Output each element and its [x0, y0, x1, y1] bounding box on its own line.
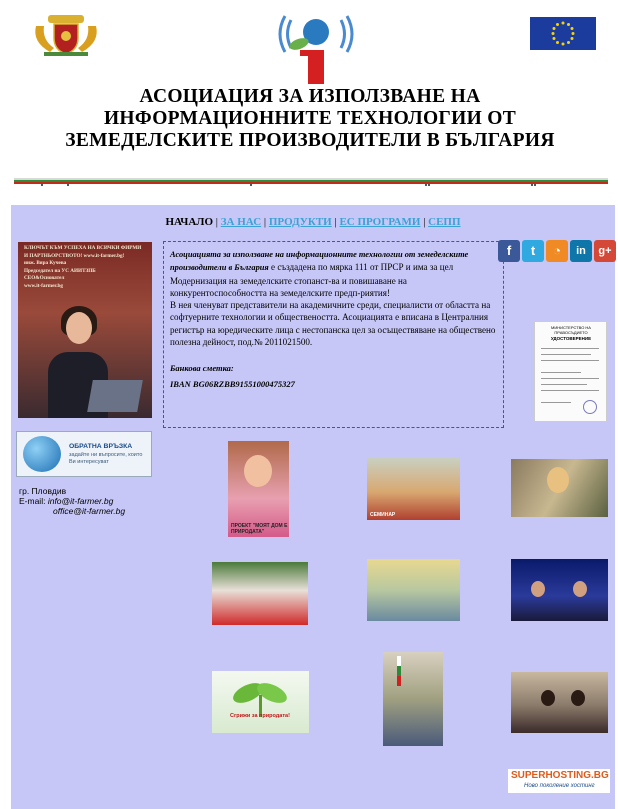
globe-icon — [23, 436, 61, 472]
certificate-title: УДОСТОВЕРЕНИЕ — [550, 336, 592, 341]
superhosting-banner[interactable] — [508, 769, 610, 793]
nav-separator: | — [423, 216, 426, 228]
contact-city: гр. Пловдив — [19, 486, 67, 496]
iban-value: IBAN BG06RZBB91551000475327 — [170, 378, 295, 389]
gallery-photo-dancers[interactable] — [212, 562, 308, 625]
certificate-heading: МИНИСТЕРСТВО НА ПРАВОСЪДИЕТО — [551, 325, 591, 335]
portrait-caption: КЛЮЧЪТ КЪМ УСПЕХА НА ВСИЧКИ ФИРМИ И ПАРТНЬОРСТВОТО! www.it-farmer.bg! инж. Вяра Кучева Председател на УС АИИТЗПБ СЕО&Основател www.it-farmer.bg — [24, 245, 142, 289]
divider-dots — [14, 183, 608, 187]
main-panel — [11, 205, 615, 809]
gallery-photo-panel[interactable] — [511, 672, 608, 733]
google-plus-icon[interactable]: g+ — [594, 240, 616, 262]
gallery-photo-girl[interactable] — [228, 441, 289, 537]
gallery-photo-podium[interactable] — [383, 652, 443, 746]
email-info-link[interactable]: info@it-farmer.bg — [47, 496, 114, 506]
nav-item-products[interactable]: ПРОДУКТИ — [268, 216, 332, 228]
nav-separator: | — [334, 216, 337, 228]
main-nav — [11, 216, 615, 228]
facebook-icon[interactable]: f — [498, 240, 520, 262]
hosting-subtitle: Ново поколение хостинг — [524, 783, 595, 789]
title-line-2: ИНФОРМАЦИОННИТЕ ТЕХНОЛОГИИ ОТ — [103, 108, 517, 129]
title-line-1: АСОЦИАЦИЯ ЗА ИЗПОЛЗВАНЕ НА — [139, 86, 481, 107]
about-lead: Асоциацията за използване на информационните технологии от земеделските производители в България — [170, 250, 469, 273]
feedback-subtitle: задайте ни въпросите, които Ви интересуват — [69, 452, 143, 465]
rss-icon[interactable]: ◔ — [546, 240, 568, 262]
linkedin-icon[interactable]: in — [570, 240, 592, 262]
registration-certificate[interactable] — [534, 321, 607, 422]
gallery-photo-interview[interactable] — [511, 459, 608, 517]
email-label: E-mail: — [19, 496, 46, 506]
nav-separator: | — [263, 216, 267, 228]
photo-caption-seminar: СЕМИНАР — [370, 512, 396, 518]
nav-item-about[interactable]: ЗА НАС — [220, 216, 262, 228]
photo-caption-girl: ПРОЕКТ "МОЯТ ДОМ Е ПРИРОДАТА" — [231, 523, 288, 535]
nav-item-eu-programs[interactable]: ЕС ПРОГРАМИ — [339, 216, 421, 228]
title-line-3: ЗЕМЕДЕЛСКИТЕ ПРОИЗВОДИТЕЛИ В БЪЛГАРИЯ — [65, 130, 555, 151]
association-logo — [275, 10, 357, 88]
nav-separator: | — [215, 216, 218, 228]
gallery-photo-seminar[interactable] — [367, 458, 460, 520]
contact-info — [19, 486, 125, 516]
gallery-photo-tv-studio[interactable] — [511, 559, 608, 621]
email-office-link[interactable]: office@it-farmer.bg — [53, 506, 126, 516]
about-paragraph-2: В нея членуват представители на академичните среди, специалисти от областта на софтуерните технологии и обществеността. Асоциацията е вписана в Централния регистър на юредическите лица с нестопанска цел за осъществяване на обществено полезна дейност, под.№ 2011021500. — [170, 300, 496, 348]
page-title — [30, 86, 590, 152]
coat-of-arms-icon — [30, 12, 102, 58]
feedback-title: ОБРАТНА ВРЪЗКА — [69, 443, 133, 450]
twitter-icon[interactable]: t — [522, 240, 544, 262]
photo-caption-nature: Сгрижи за природата! — [230, 713, 290, 719]
about-paragraph-1: е създадена по мярка 111 от ПРСР и има за цел Модернизация на земеделските стопанст-ва и повишаване на конкурентоспособността на земеделските предп-риятия! — [170, 262, 454, 298]
gallery-photo-nature[interactable] — [212, 671, 309, 733]
feedback-banner[interactable] — [16, 431, 152, 477]
gallery-photo-conference[interactable] — [367, 559, 460, 621]
bank-label: Банкова сметка: — [170, 363, 234, 374]
nav-item-sepp[interactable]: СЕПП — [428, 216, 461, 228]
founder-portrait — [18, 242, 152, 418]
about-text-box — [163, 241, 504, 428]
nav-item-home[interactable]: НАЧАЛО — [165, 216, 214, 228]
hosting-title: SUPERHOSTING.BG — [511, 770, 609, 781]
eu-flag-icon — [530, 17, 596, 50]
